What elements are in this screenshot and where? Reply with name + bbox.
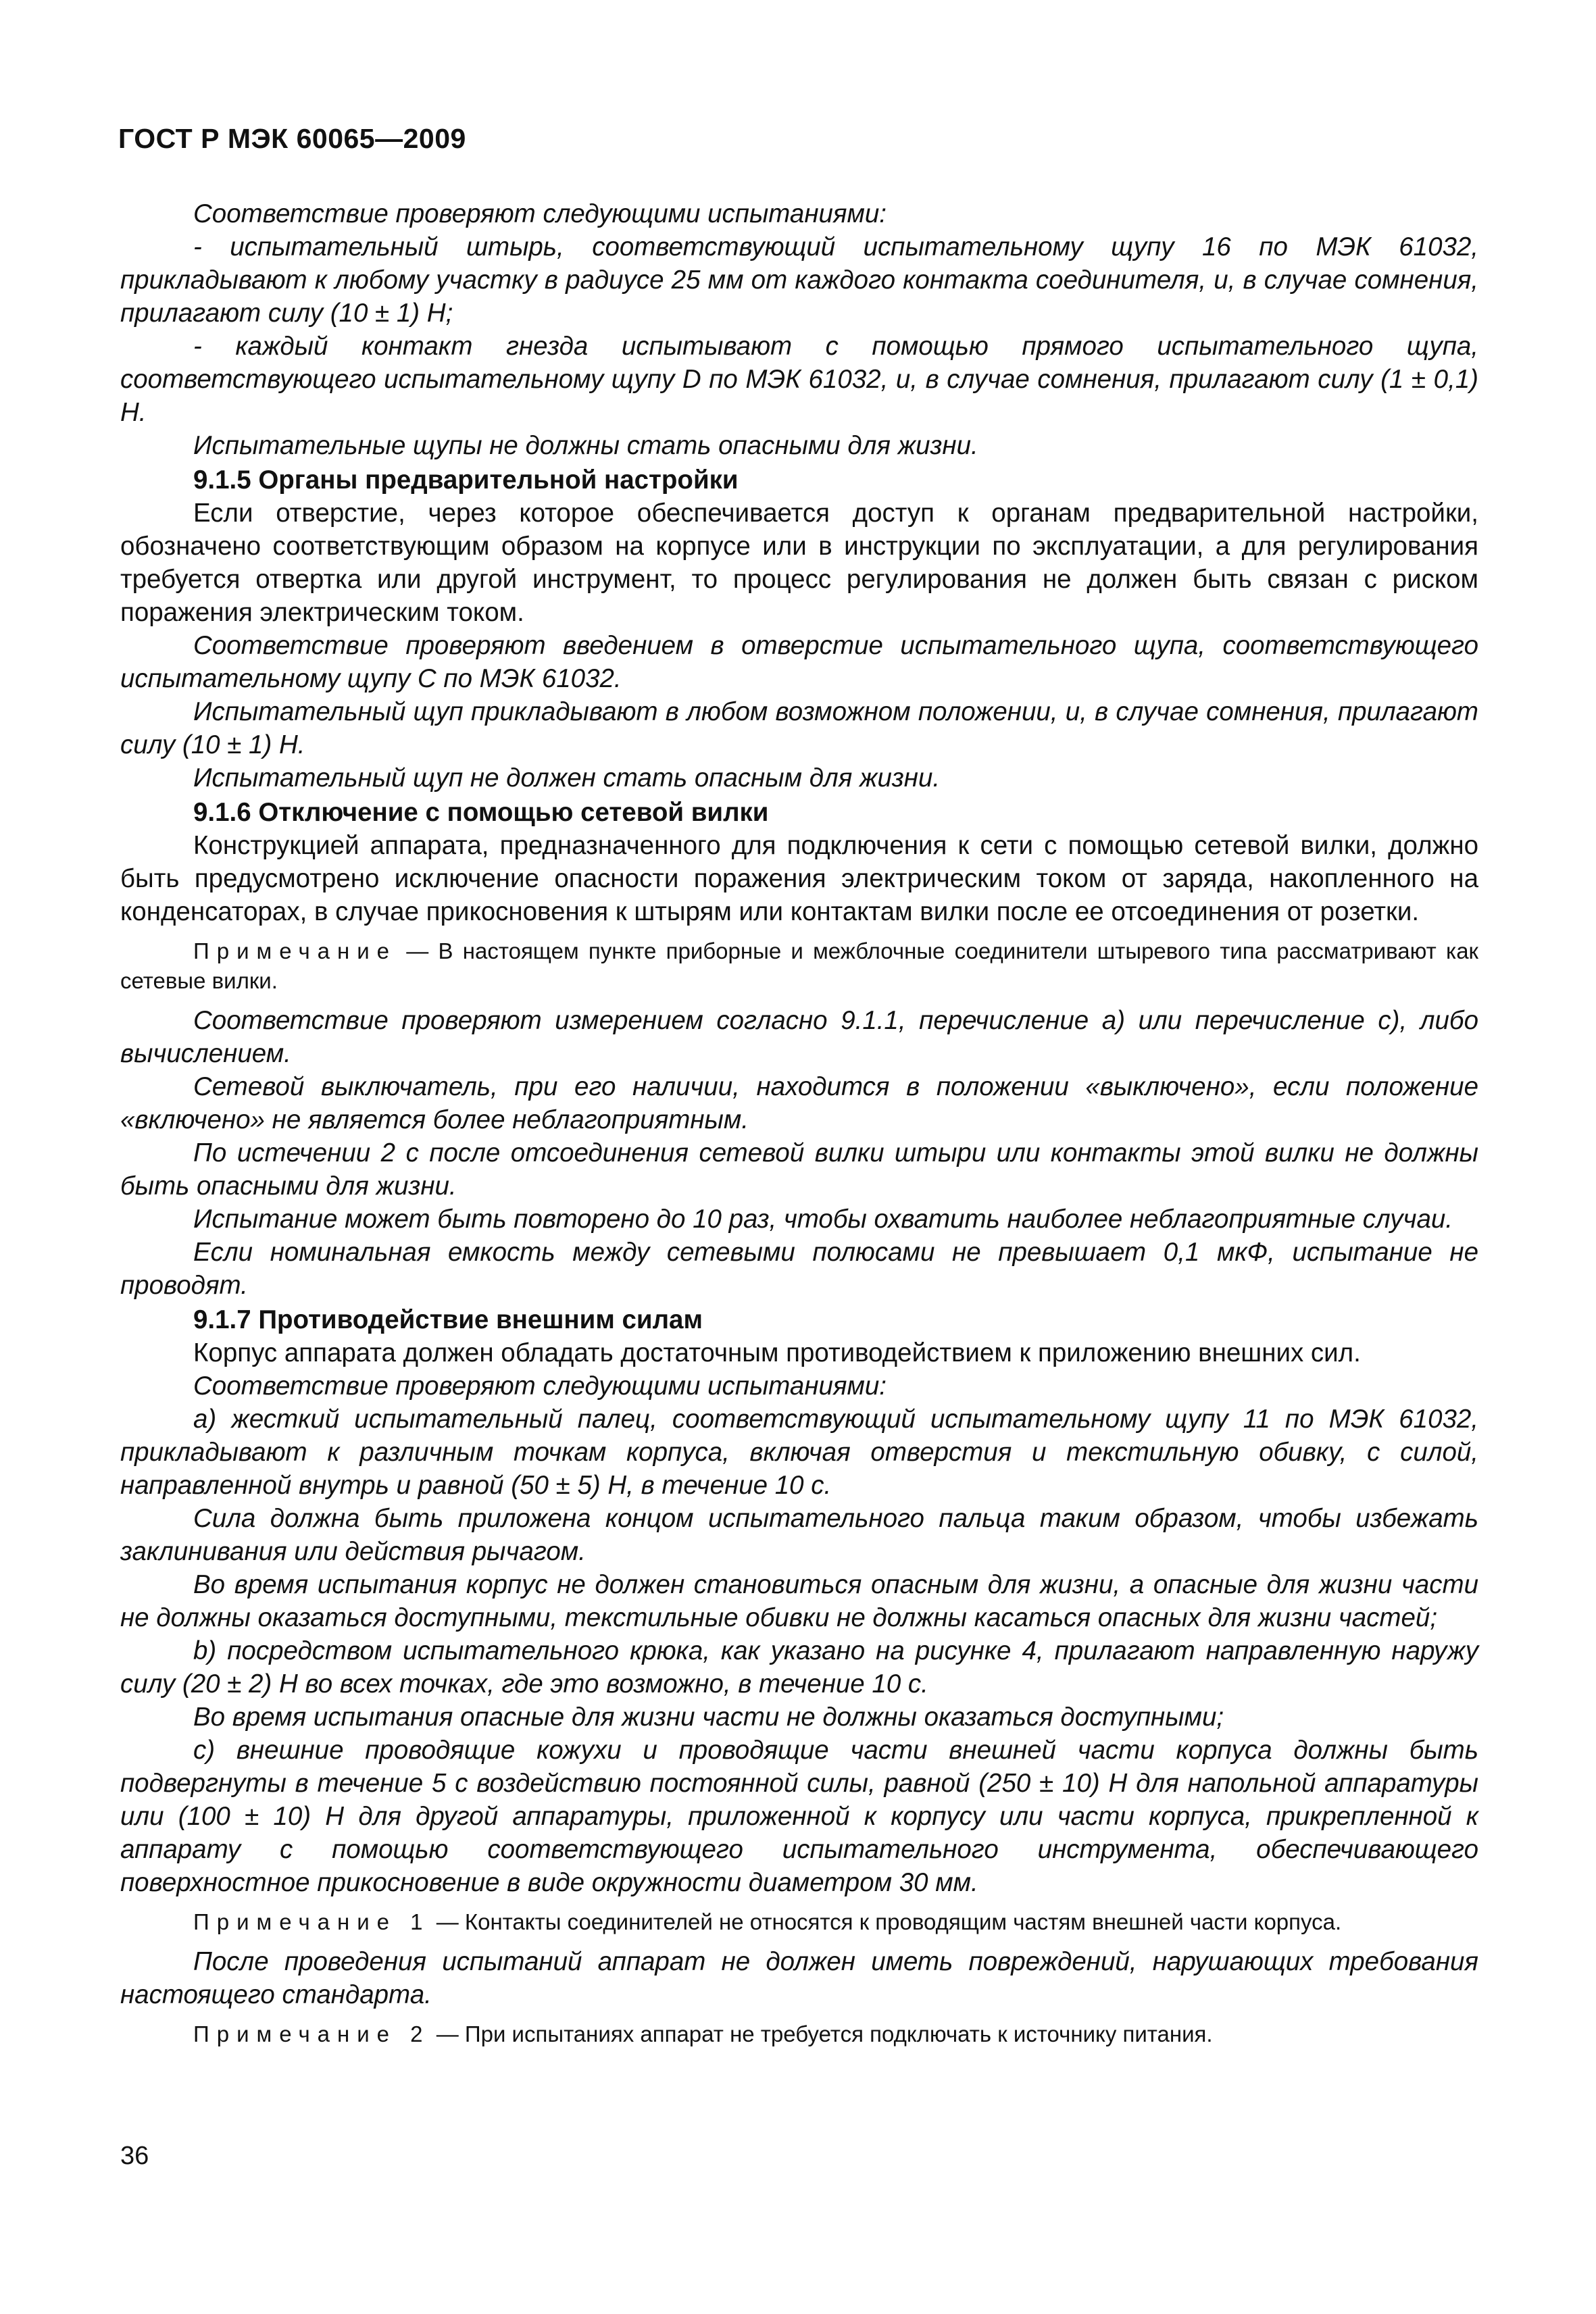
note-label: Примечание 1	[193, 1909, 430, 1934]
note-text: — Контакты соединителей не относятся к проводящим частям внешней части корпуса.	[430, 1909, 1342, 1934]
note-label: Примечание	[193, 938, 397, 963]
paragraph: Испытание может быть повторено до 10 раз, чтобы охватить наиболее неблагоприятные случаи.	[193, 1205, 1453, 1234]
paragraph: Соответствие проверяют введением в отверстие испытательного щупа, соответствующего испытательному щупу С по МЭК 61032.	[120, 631, 1478, 693]
paragraph: Сетевой выключатель, при его наличии, находится в положении «выключено», если положение «включено» не является более неблагоприятным.	[120, 1072, 1478, 1134]
paragraph: Сила должна быть приложена концом испытательного пальца таким образом, чтобы избежать заклинивания или действия рычагом.	[120, 1504, 1478, 1566]
list-item: с) внешние проводящие кожухи и проводящие части внешней части корпуса должны быть подвергнуты в течение 5 с воздействию постоянной силы, равной (250 ± 10) Н для напольной аппаратуры или (100 ± 10) Н для другой аппаратуры, приложенной к корпусу или части корпуса, прикрепленной к аппарату с помощью соответствующего испытательного инструмента, обеспечивающего поверхностное прикосновение в виде окружности диаметром 30 мм.	[120, 1736, 1478, 1897]
paragraph: Соответствие проверяют следующими испытаниями:	[193, 199, 887, 228]
paragraph: Испытательные щупы не должны стать опасными для жизни.	[193, 431, 978, 460]
paragraph: Во время испытания корпус не должен становиться опасным для жизни, а опасные для жизни части не должны оказаться доступными, текстильные обивки не должны касаться опасных для жизни частей;	[120, 1570, 1478, 1632]
section-heading: 9.1.6 Отключение с помощью сетевой вилки	[193, 798, 769, 827]
list-item: - испытательный штырь, соответствующий испытательному щупу 16 по МЭК 61032, прикладывают к любому участку в радиусе 25 мм от каждого контакта соединителя, и, в случае сомнения, прилагают силу (10 ± 1) Н;	[120, 232, 1478, 328]
list-item: а) жесткий испытательный палец, соответствующий испытательному щупу 11 по МЭК 61032, прикладывают к различным точкам корпуса, включая отверстия и текстильную обивку, с силой, направленной внутрь и равной (50 ± 5) Н, в течение 10 с.	[120, 1405, 1478, 1500]
page-number: 36	[120, 2142, 149, 2170]
note-text: — В настоящем пункте приборные и межблочные соединители штыревого типа рассматривают как сетевые вилки.	[120, 938, 1478, 993]
list-item: b) посредством испытательного крюка, как указано на рисунке 4, прилагают направленную наружу силу (20 ± 2) Н во всех точках, где это возможно, в течение 10 с.	[120, 1636, 1478, 1699]
note	[120, 1907, 1478, 1937]
section-heading: 9.1.5 Органы предварительной настройки	[193, 466, 739, 495]
note-label: Примечание 2	[193, 2021, 430, 2046]
paragraph: После проведения испытаний аппарат не должен иметь повреждений, нарушающих требования настоящего стандарта.	[120, 1947, 1478, 2009]
paragraph: Соответствие проверяют измерением согласно 9.1.1, перечисление а) или перечисление с), либо вычислением.	[120, 1006, 1478, 1068]
section-heading: 9.1.7 Противодействие внешним силам	[193, 1305, 703, 1334]
document-body	[120, 197, 1478, 2057]
paragraph: Если отверстие, через которое обеспечивается доступ к органам предварительной настройки, обозначено соответствующим образом на корпусе или в инструкции по эксплуатации, а для регулирования требуется отвертка или другой инструмент, то процесс регулирования не должен быть связан с риском поражения электрическим током.	[120, 499, 1478, 627]
standard-header: ГОСТ Р МЭК 60065—2009	[118, 123, 466, 154]
note	[120, 936, 1478, 996]
paragraph: Корпус аппарата должен обладать достаточным противодействием к приложению внешних сил.	[193, 1338, 1361, 1367]
note	[120, 2019, 1478, 2049]
paragraph: Испытательный щуп не должен стать опасным для жизни.	[193, 763, 941, 793]
paragraph: По истечении 2 с после отсоединения сетевой вилки штыри или контакты этой вилки не должны быть опасными для жизни.	[120, 1138, 1478, 1201]
paragraph: Соответствие проверяют следующими испытаниями:	[193, 1372, 887, 1401]
paragraph: Испытательный щуп прикладывают в любом возможном положении, и, в случае сомнения, прилагают силу (10 ± 1) Н.	[120, 697, 1478, 759]
paragraph: Во время испытания опасные для жизни части не должны оказаться доступными;	[193, 1703, 1224, 1732]
note-text: — При испытаниях аппарат не требуется подключать к источнику питания.	[430, 2021, 1213, 2046]
list-item: - каждый контакт гнезда испытывают с помощью прямого испытательного щупа, соответствующего испытательному щупу D по МЭК 61032, и, в случае сомнения, прилагают силу (1 ± 0,1) Н.	[120, 332, 1478, 427]
paragraph: Если номинальная емкость между сетевыми полюсами не превышает 0,1 мкФ, испытание не проводят.	[120, 1238, 1478, 1300]
paragraph: Конструкцией аппарата, предназначенного для подключения к сети с помощью сетевой вилки, должно быть предусмотрено исключение опасности поражения электрическим током от заряда, накопленного на конденсаторах, в случае прикосновения к штырям или контактам вилки после ее отсоединения от розетки.	[120, 831, 1478, 926]
